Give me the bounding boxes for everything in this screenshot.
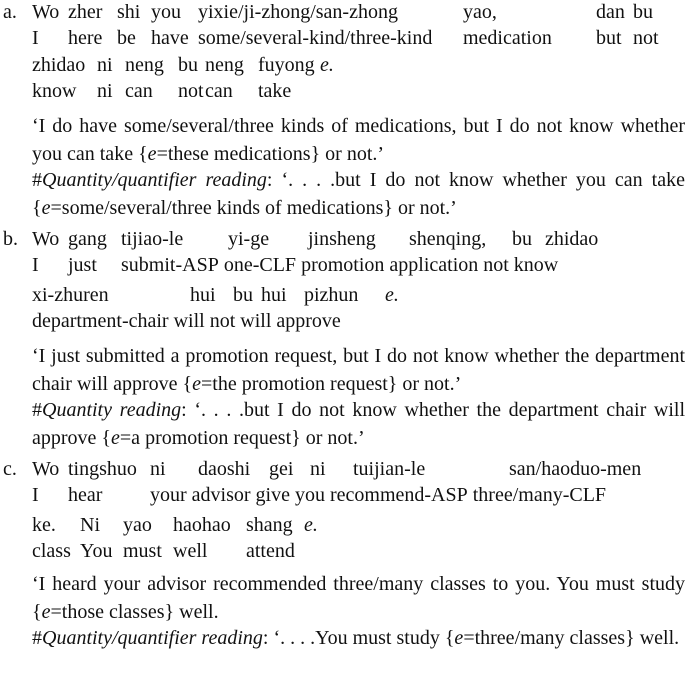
gloss-word: take (258, 80, 292, 102)
gloss-word: submit-ASP one-CLF promotion application not know (121, 254, 559, 276)
source-line (32, 52, 682, 78)
gloss-word: ni (97, 80, 113, 102)
source-word: ni (310, 458, 326, 480)
source-line (32, 226, 682, 252)
source-word: Wo (32, 458, 60, 480)
source-word: ni (97, 54, 113, 76)
source-word: you (151, 1, 181, 23)
source-word: zhidao (32, 54, 86, 76)
source-word: zher (68, 1, 103, 23)
gloss-word: know (32, 80, 77, 102)
source-word: gang (68, 228, 107, 250)
gloss-block (32, 282, 682, 334)
source-line (32, 456, 682, 482)
source-word: Wo (32, 1, 60, 23)
source-word: tuijian-le (353, 458, 426, 480)
gloss-block (32, 0, 682, 51)
gloss-word: I (32, 254, 39, 276)
source-word: neng (205, 54, 244, 76)
gloss-line (32, 252, 682, 278)
source-word: yao (123, 514, 152, 536)
gloss-word: hear (68, 484, 103, 506)
translation: ‘I heard your advisor recommended three/many classes to you. You must study {e=those classes} well. (32, 573, 685, 623)
source-word: fuyong (258, 54, 315, 76)
translation: ‘I do have some/several/three kinds of medications, but I do not know whether you can take {e=these medications} or not.’ (32, 115, 685, 165)
gloss-line (32, 308, 682, 334)
gloss-block (32, 456, 682, 508)
example-label: c. (3, 458, 17, 480)
gloss-word: your advisor give you recommend-ASP three/many-CLF (150, 484, 607, 506)
gloss-word: be (117, 27, 136, 49)
gloss-line (32, 25, 682, 51)
gloss-line (32, 482, 682, 508)
source-word: bu (633, 1, 653, 23)
example-label: b. (3, 228, 18, 250)
gloss-word: not (178, 80, 204, 102)
gloss-block (32, 52, 682, 104)
source-word: bu (178, 54, 198, 76)
source-word: bu (233, 284, 253, 306)
gloss-word: but (596, 27, 622, 49)
reading-note: #Quantity/quantifier reading: ‘. . . .You must study {e=three/many classes} well. (32, 627, 680, 649)
gloss-word: attend (246, 540, 295, 562)
translation: ‘I just submitted a promotion request, but I do not know whether the department chair will approve {e=the promotion request} or not.’ (32, 345, 685, 395)
source-word: dan (596, 1, 625, 23)
gloss-word: some/several-kind/three-kind (198, 27, 433, 49)
source-word: tijiao-le (121, 228, 184, 250)
source-word: gei (269, 458, 294, 480)
gloss-word: I (32, 27, 39, 49)
source-word: zhidao (545, 228, 599, 250)
source-word: pizhun (304, 284, 359, 306)
gloss-word: medication (463, 27, 552, 49)
source-word: e. (385, 284, 399, 306)
source-word: Ni (80, 514, 100, 536)
source-word: xi-zhuren (32, 284, 109, 306)
source-word: daoshi (198, 458, 251, 480)
source-word: shi (117, 1, 141, 23)
gloss-word: have (151, 27, 189, 49)
gloss-block (32, 226, 682, 278)
gloss-word: I (32, 484, 39, 506)
gloss-line (32, 538, 682, 564)
gloss-line (32, 78, 682, 104)
gloss-word: class (32, 540, 71, 562)
gloss-word: can (205, 80, 233, 102)
source-word: san/haoduo-men (509, 458, 642, 480)
source-word: ke. (32, 514, 56, 536)
source-word: shenqing, (409, 228, 487, 250)
source-word: yixie/ji-zhong/san-zhong (198, 1, 398, 23)
reading-note: #Quantity/quantifier reading: ‘. . . .but I do not know whether you can take {e=some/several/three kinds of medications} or not.’ (32, 169, 685, 219)
source-word: neng (125, 54, 164, 76)
source-word: ni (150, 458, 166, 480)
source-word: hui (190, 284, 216, 306)
source-word: hui (261, 284, 287, 306)
gloss-block (32, 512, 682, 564)
gloss-word: just (68, 254, 97, 276)
gloss-word: You (80, 540, 113, 562)
source-word: yao, (463, 1, 497, 23)
source-word: yi-ge (228, 228, 270, 250)
gloss-word: must (123, 540, 162, 562)
source-word: tingshuo (68, 458, 137, 480)
source-word: Wo (32, 228, 60, 250)
source-line (32, 0, 682, 25)
source-word: e. (320, 54, 334, 76)
gloss-word: not (633, 27, 659, 49)
source-word: e. (304, 514, 318, 536)
gloss-word: department-chair will not will approve (32, 310, 341, 332)
example-label: a. (3, 1, 17, 23)
source-word: shang (246, 514, 293, 536)
source-word: haohao (173, 514, 231, 536)
gloss-word: here (68, 27, 103, 49)
reading-note: #Quantity reading: ‘. . . .but I do not know whether the department chair will approve {e=a promotion request} or not.’ (32, 399, 685, 449)
gloss-word: can (125, 80, 153, 102)
source-word: bu (512, 228, 532, 250)
source-word: jinsheng (308, 228, 376, 250)
source-line (32, 512, 682, 538)
source-line (32, 282, 682, 308)
gloss-word: well (173, 540, 208, 562)
